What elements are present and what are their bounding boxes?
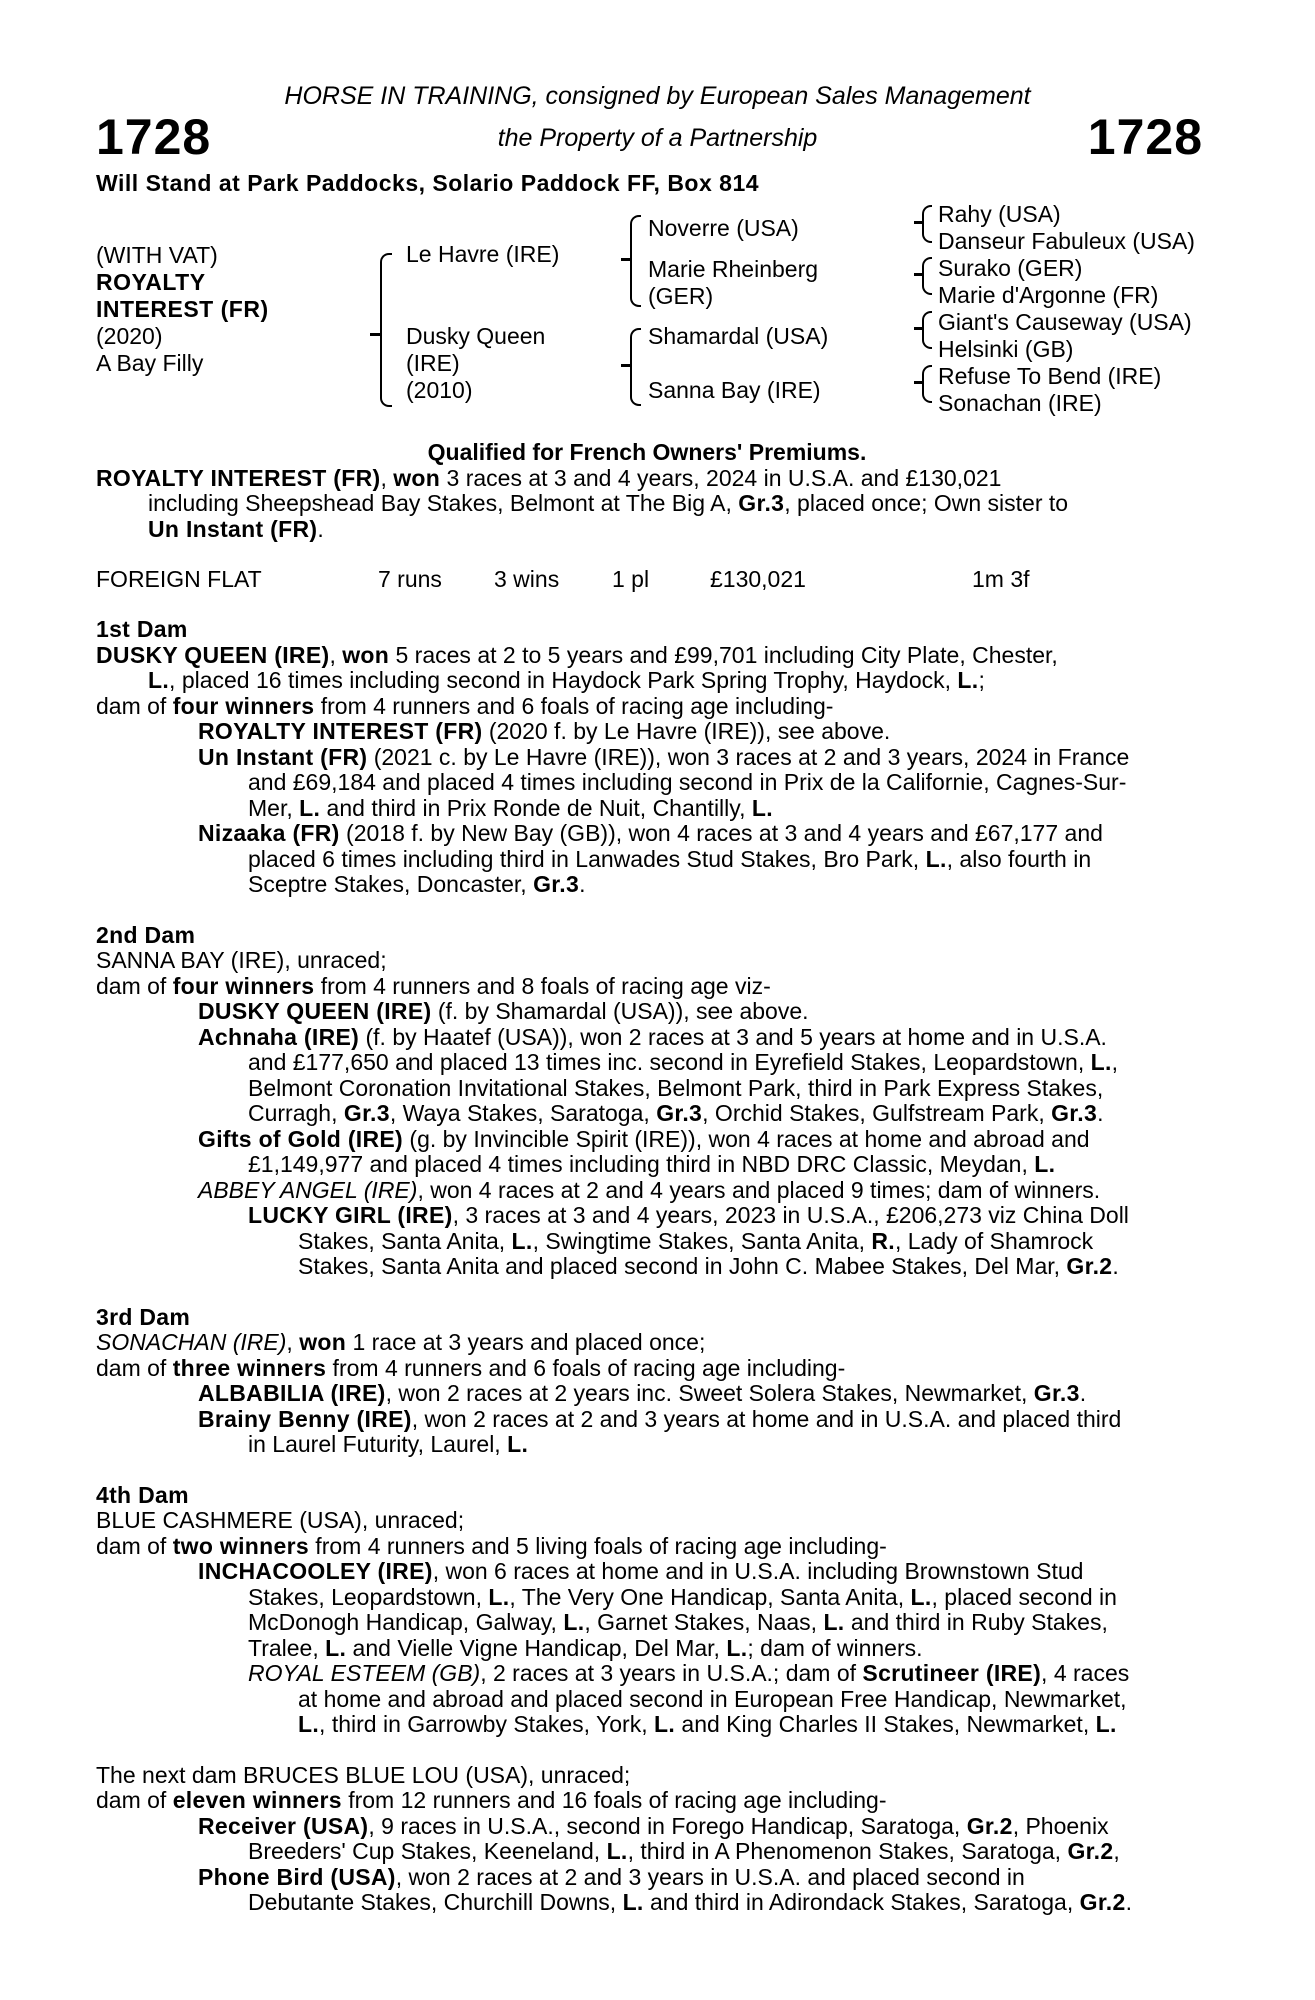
dam2-heading: 2nd Dam — [96, 921, 196, 948]
premiums-note: Qualified for French Owners' Premiums. — [427, 439, 867, 465]
form-wins: 3 wins — [494, 566, 560, 592]
dam4-heading: 4th Dam — [96, 1481, 189, 1508]
pedigree-gen3-6: Helsinki (GB) — [938, 336, 1074, 362]
pedigree-dam-sire: Shamardal (USA) — [648, 323, 829, 349]
header-consignment: HORSE IN TRAINING, consigned by European Sales Management — [284, 82, 1031, 110]
form-earnings: £130,021 — [710, 566, 806, 592]
summary: ROYALTY INTEREST (FR), won 3 races at 3 and 4 years, 2024 in U.S.A. and £130,021 including Sheepshead Bay Stakes, Belmont at The Big A, Gr.3, placed once; Own sister to Un Instant (FR). — [96, 464, 1069, 542]
pedigree-sire-dam-line1: Marie Rheinberg — [648, 256, 819, 282]
pedigree-dam-line3: (2010) — [406, 377, 473, 403]
pedigree-gen3-8: Sonachan (IRE) — [938, 390, 1102, 416]
pedigree-sire-dam-line2: (GER) — [648, 283, 714, 309]
lot-number-right: 1728 — [1087, 109, 1203, 165]
pedigree-gen3-1: Rahy (USA) — [938, 201, 1061, 227]
stand-location: Will Stand at Park Paddocks, Solario Paddock FF, Box 814 — [96, 170, 760, 196]
lot-number-left: 1728 — [96, 109, 212, 165]
dam2-section: 2nd Dam SANNA BAY (IRE), unraced; dam of four winners from 4 runners and 8 foals of racing age viz- DUSKY QUEEN (IRE) (f. by Shamardal (USA)), see above. Achnaha (IRE) (f. by Haatef (USA)), won 2 races at 3 and 5 years at home and in U.S.A. and £177,650 and placed 13 times inc. second in Eyrefield Stakes, Leopardstown, L., Belmont Coronation Invitational Stakes, Belmont Park, third in Park Express Stakes, Curragh, Gr.3, Waya Stakes, Saratoga, Gr.3, Orchid Stakes, Gulfstream Park, Gr.3. Gifts of Gold (IRE) (g. by Invincible Spirit (IRE)), won 4 races at home and abroad and £1,149,977 and placed 4 times including third in NBD DRC Classic, Meydan, L. ABBEY ANGEL (IRE), won 4 races at 2 and 4 years and placed 9 times; dam of winners. LUCKY GIRL (IRE), 3 races at 3 and 4 years, 2023 in U.S.A., £206,273 viz China Doll Stakes, Santa Anita, L., Swingtime Stakes, Santa Anita, R., Lady of Shamrock Stakes, Santa Anita and placed second in John C. Mabee Stakes, Del Mar, Gr.2. — [96, 921, 1129, 1279]
dam1-heading: 1st Dam — [96, 616, 188, 642]
form-distance: 1m 3f — [972, 566, 1030, 592]
pedigree-gen3-3: Surako (GER) — [938, 255, 1083, 281]
catalogue-body — [96, 440, 1198, 1916]
header-property: the Property of a Partnership — [497, 124, 818, 152]
dam1-section: 1st Dam DUSKY QUEEN (IRE), won 5 races at 2 to 5 years and £99,701 including City Plate, Chester, L., placed 16 times including second in Haydock Park Spring Trophy, Haydock, L.; dam of four winners from 4 runners and 6 foals of racing age including- ROYALTY INTEREST (FR) (2020 f. by Le Havre (IRE)), see above. Un Instant (FR) (2021 c. by Le Havre (IRE)), won 3 races at 2 and 3 years, 2024 in France and £69,184 and placed 4 times including second in Prix de la Californie, Cagnes-Sur- Mer, L. and third in Prix Ronde de Nuit, Chantilly, L. Nizaaka (FR) (2018 f. by New Bay (GB)), won 4 races at 3 and 4 years and £67,177 and placed 6 times including third in Lanwades Stud Stakes, Bro Park, L., also fourth in Sceptre Stakes, Doncaster, Gr.3. — [96, 616, 1130, 897]
pedigree-dam-dam: Sanna Bay (IRE) — [648, 377, 821, 403]
pedigree-dam-line1: Dusky Queen — [406, 323, 546, 349]
form-category: FOREIGN FLAT — [96, 566, 262, 592]
pedigree-dam-line2: (IRE) — [406, 350, 460, 376]
pedigree-gen3-4: Marie d'Argonne (FR) — [938, 282, 1159, 308]
horse-description: A Bay Filly — [96, 350, 204, 376]
form-placed: 1 pl — [612, 566, 650, 592]
horse-name-line2: INTEREST (FR) — [96, 296, 269, 322]
next-dam-section: The next dam BRUCES BLUE LOU (USA), unraced; dam of eleven winners from 12 runners and 16 foals of racing age including- Receiver (USA), 9 races in U.S.A., second in Forego Handicap, Saratoga, Gr.2, Phoenix Breeders' Cup Stakes, Keeneland, L., third in A Phenomenon Stakes, Saratoga, Gr.2, Phone Bird (USA), won 2 races at 2 and 3 years in U.S.A. and placed second in Debutante Stakes, Churchill Downs, L. and third in Adirondack Stakes, Saratoga, Gr.2. — [96, 1761, 1132, 1915]
vat-note: (WITH VAT) — [96, 242, 218, 268]
pedigree-sire: Le Havre (IRE) — [406, 241, 560, 267]
foaling-year: (2020) — [96, 323, 163, 349]
form-summary — [96, 567, 1198, 592]
dam4-section: 4th Dam BLUE CASHMERE (USA), unraced; dam of two winners from 4 runners and 5 living foals of racing age including- INCHACOOLEY (IRE), won 6 races at home and in U.S.A. including Brownstown Stud Stakes, Leopardstown, L., The Very One Handicap, Santa Anita, L., placed second in McDonogh Handicap, Galway, L., Garnet Stakes, Naas, L. and third in Ruby Stakes, Tralee, L. and Vielle Vigne Handicap, Del Mar, L.; dam of winners. ROYAL ESTEEM (GB), 2 races at 3 years in U.S.A.; dam of Scrutineer (IRE), 4 races at home and abroad and placed second in European Free Handicap, Newmarket, L., third in Garrowby Stakes, York, L. and King Charles II Stakes, Newmarket, L. — [96, 1481, 1130, 1737]
pedigree-gen3-5: Giant's Causeway (USA) — [938, 309, 1192, 335]
horse-name-line1: ROYALTY — [96, 269, 206, 295]
form-runs: 7 runs — [378, 566, 442, 592]
pedigree-gen3-7: Refuse To Bend (IRE) — [938, 363, 1162, 389]
dam3-section: 3rd Dam SONACHAN (IRE), won 1 race at 3 years and placed once; dam of three winners from 4 runners and 6 foals of racing age including- ALBABILIA (IRE), won 2 races at 2 years inc. Sweet Solera Stakes, Newmarket, Gr.3. Brainy Benny (IRE), won 2 races at 2 and 3 years at home and in U.S.A. and placed third in Laurel Futurity, Laurel, L. — [96, 1303, 1122, 1457]
pedigree-gen3-2: Danseur Fabuleux (USA) — [938, 228, 1195, 254]
pedigree-sire-sire: Noverre (USA) — [648, 215, 799, 241]
dam3-heading: 3rd Dam — [96, 1303, 191, 1330]
